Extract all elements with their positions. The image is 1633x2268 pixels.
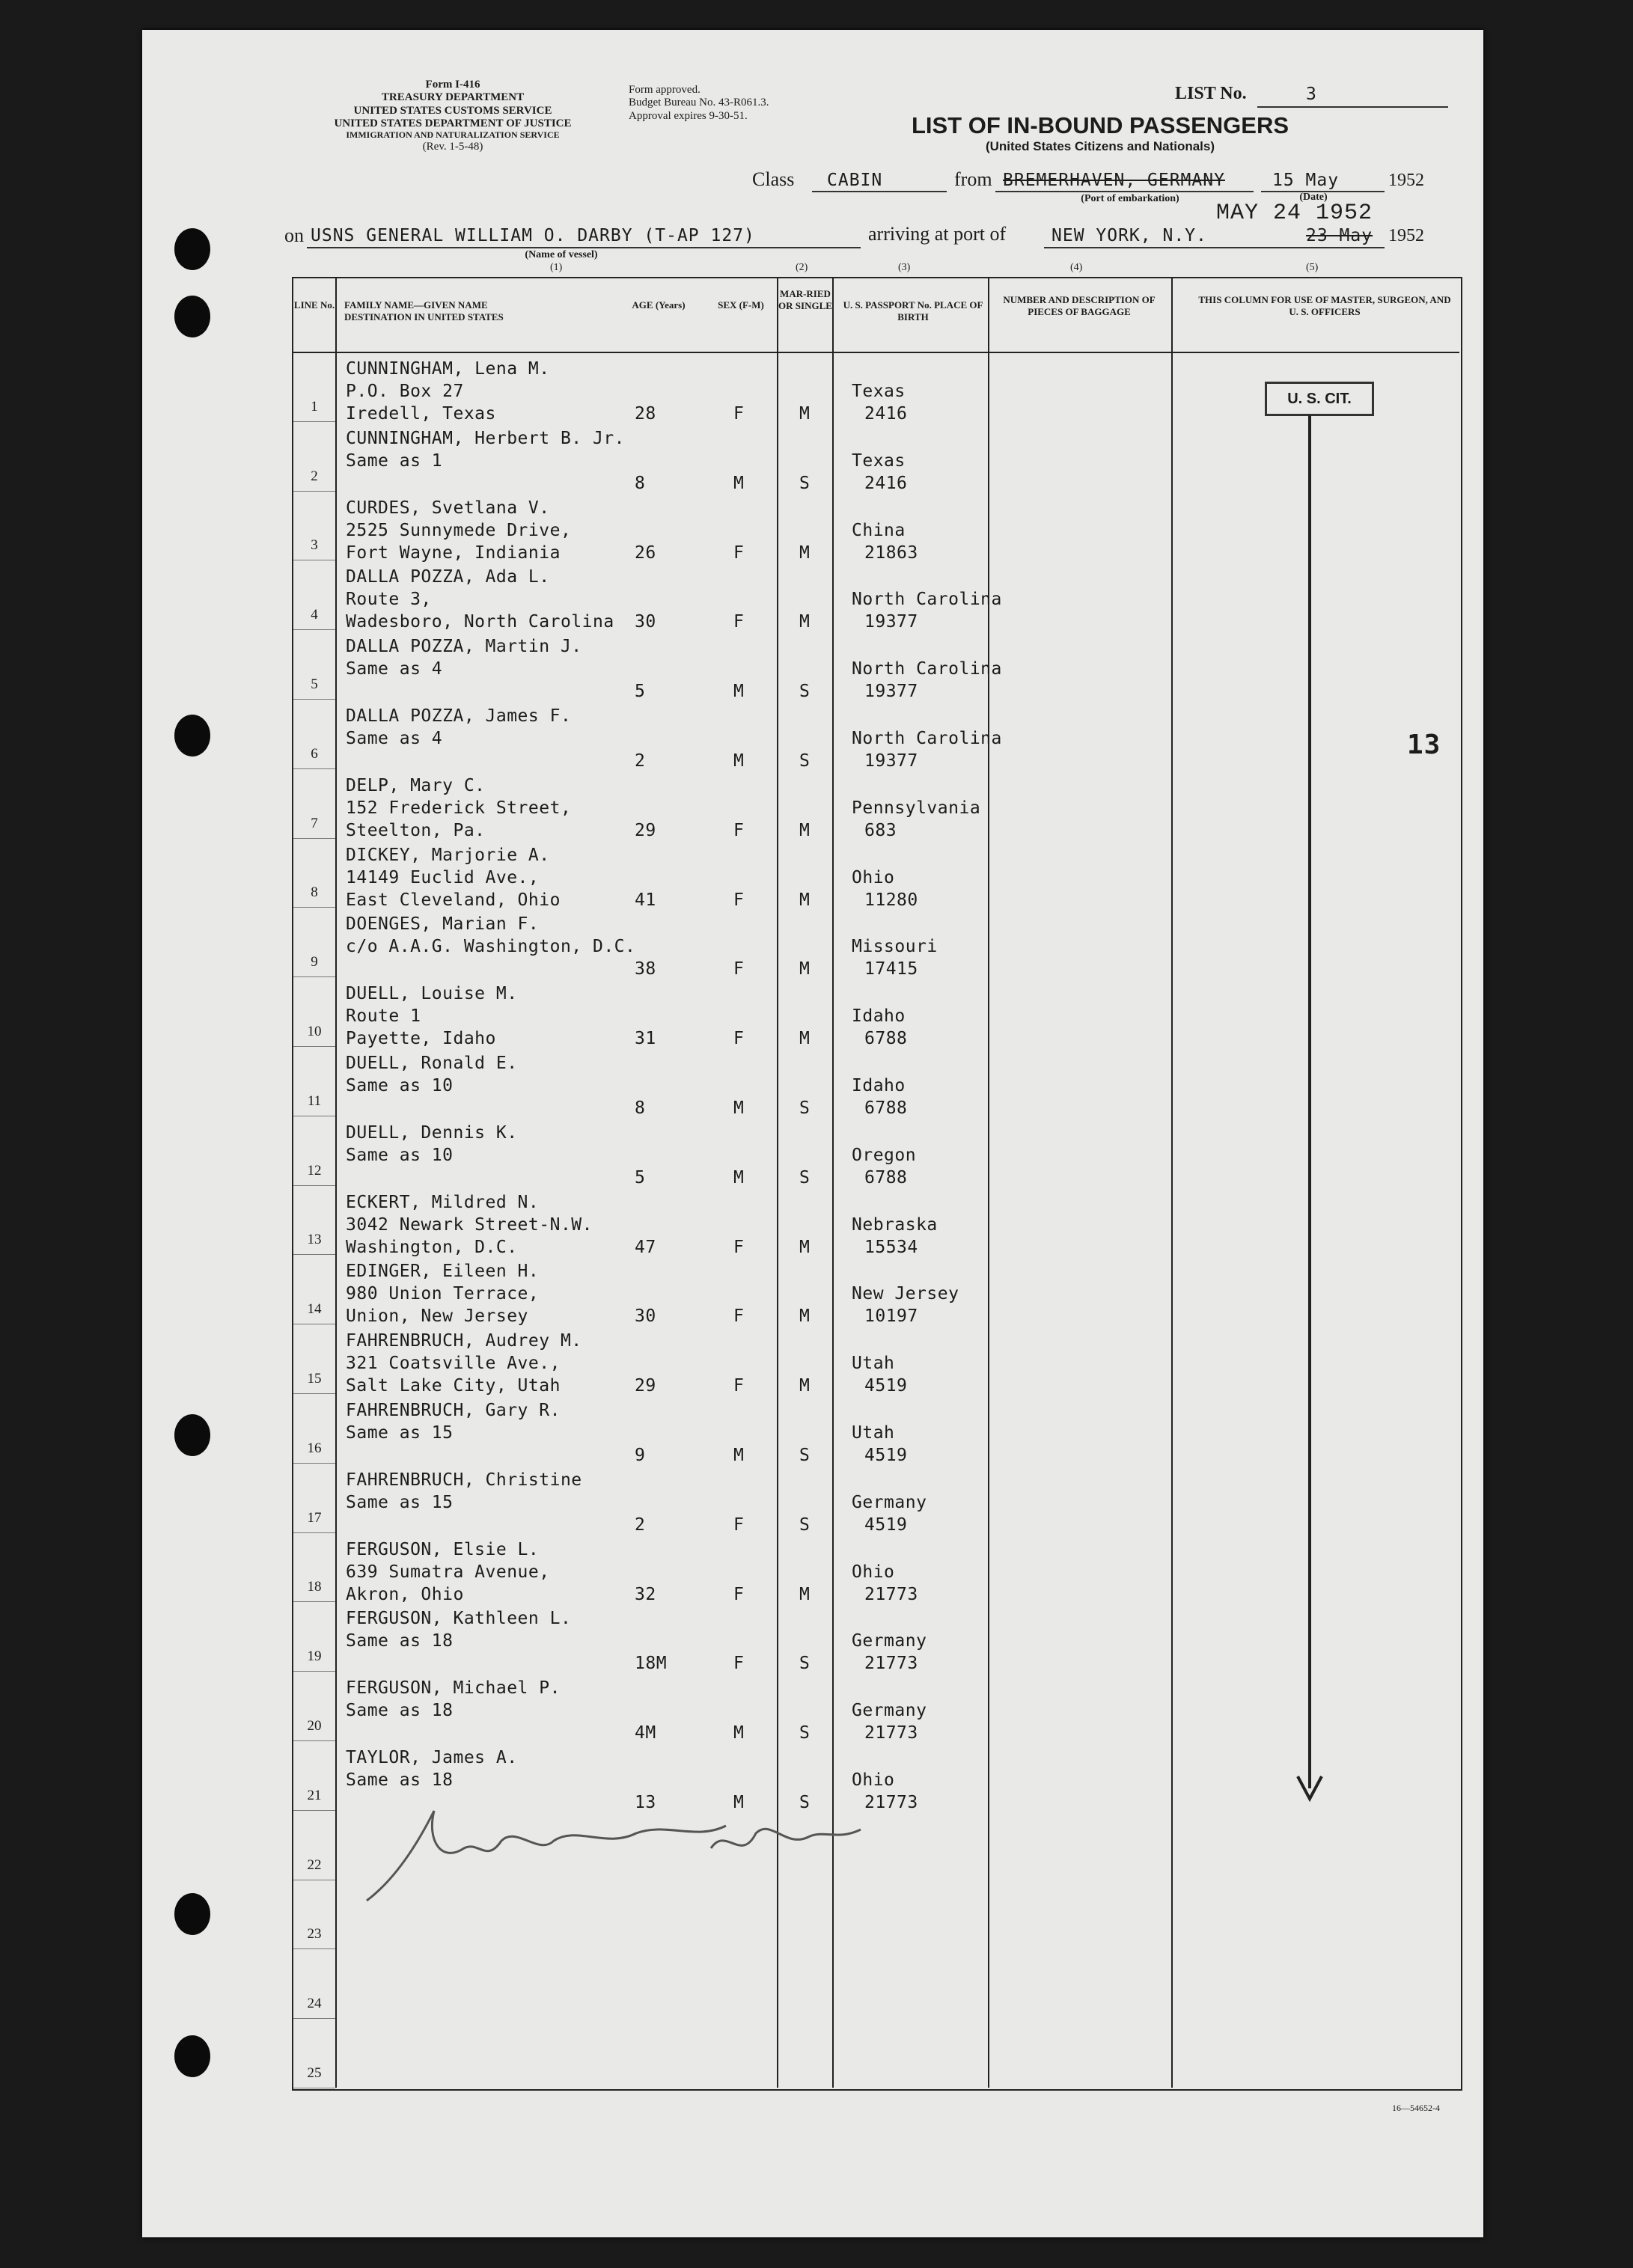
passenger-marital: S — [799, 1098, 811, 1118]
arrival-date-stamp: MAY 24 1952 — [1216, 201, 1373, 226]
passenger-address-1: Same as 18 — [346, 1631, 454, 1651]
passenger-age: 30 — [635, 612, 656, 632]
passport-no: 683 — [864, 820, 897, 840]
row-rule — [293, 768, 335, 769]
passenger-sex: F — [733, 612, 745, 632]
passenger-name: FAHRENBRUCH, Christine — [346, 1470, 582, 1490]
year1: 1952 — [1388, 171, 1424, 190]
passport-no: 19377 — [864, 751, 918, 771]
passenger-address-2: Fort Wayne, Indiania — [346, 542, 561, 563]
row-rule — [293, 907, 335, 908]
form-approval: Form approved. Budget Bureau No. 43-R061.3. Approval expires 9-30-51. — [629, 84, 769, 122]
passenger-name: CUNNINGHAM, Herbert B. Jr. — [346, 428, 626, 448]
passenger-address-1: Same as 4 — [346, 659, 443, 679]
birth-place: Ohio — [852, 1562, 895, 1582]
class-line — [812, 191, 947, 192]
passenger-address-2: Union, New Jersey — [346, 1306, 528, 1327]
embark-date: 15 May — [1272, 171, 1340, 190]
colhead-age: AGE (Years) — [632, 299, 686, 311]
passenger-marital: S — [799, 1793, 811, 1812]
passenger-sex: F — [733, 1584, 745, 1604]
line-number: 24 — [307, 1996, 322, 2012]
passenger-address-1: 639 Sumatra Avenue, — [346, 1562, 550, 1582]
passenger-name: DALLA POZZA, Ada L. — [346, 567, 550, 587]
passenger-address-1: 2525 Sunnymede Drive, — [346, 520, 572, 540]
passenger-name: CUNNINGHAM, Lena M. — [346, 359, 550, 379]
passenger-age: 29 — [635, 1376, 656, 1396]
passenger-marital: M — [799, 404, 811, 424]
passenger-name: FAHRENBRUCH, Gary R. — [346, 1401, 561, 1420]
passport-no: 2416 — [864, 473, 908, 493]
birth-place: Texas — [852, 450, 906, 471]
line-number: 10 — [307, 1024, 322, 1039]
passenger-marital: S — [799, 751, 811, 771]
line-number: 7 — [311, 815, 318, 831]
passenger-marital: S — [799, 682, 811, 702]
row-rule — [293, 1046, 335, 1047]
arrival-line — [1044, 247, 1385, 248]
passenger-address-2: Iredell, Texas — [346, 404, 496, 424]
from-label: from — [954, 168, 992, 190]
passenger-age: 8 — [635, 473, 646, 493]
from-value: BREMERHAVEN, GERMANY — [1003, 171, 1225, 190]
passenger-age: 32 — [635, 1584, 656, 1604]
passenger-marital: S — [799, 1514, 811, 1535]
passenger-address-2: Washington, D.C. — [346, 1237, 518, 1257]
passenger-marital: M — [799, 959, 811, 979]
passenger-address-1: 3042 Newark Street-N.W. — [346, 1214, 593, 1235]
line-number: 14 — [307, 1301, 322, 1318]
birth-place: North Carolina — [852, 729, 1002, 748]
passenger-sex: M — [733, 1723, 745, 1743]
list-no-value: 3 — [1306, 85, 1317, 104]
row-rule — [293, 1185, 335, 1186]
passenger-address-1: 14149 Euclid Ave., — [346, 867, 540, 887]
punch-hole — [174, 1893, 210, 1935]
passport-no: 21773 — [864, 1793, 918, 1812]
passport-no: 4519 — [864, 1514, 908, 1535]
birth-place: Utah — [852, 1354, 895, 1374]
passport-no: 21863 — [864, 542, 918, 563]
birth-place: North Carolina — [852, 590, 1002, 610]
class-label: Class — [752, 168, 795, 190]
passenger-address-2: East Cleveland, Ohio — [346, 890, 561, 910]
list-no-line — [1257, 106, 1448, 108]
page-subtitle: (United States Citizens and Nationals) — [985, 139, 1215, 153]
passenger-sex: F — [733, 1306, 745, 1327]
passenger-marital: M — [799, 1237, 811, 1257]
passenger-address-2: Steelton, Pa. — [346, 820, 486, 840]
passenger-age: 13 — [635, 1793, 656, 1812]
passenger-name: DELP, Mary C. — [346, 775, 486, 795]
year2: 1952 — [1388, 226, 1424, 245]
line-number: 21 — [307, 1787, 322, 1803]
birth-place: Oregon — [852, 1145, 917, 1165]
col-number: (4) — [1070, 262, 1083, 273]
passenger-address-1: 152 Frederick Street, — [346, 798, 572, 818]
passport-no: 6788 — [864, 1098, 908, 1118]
line-number: 22 — [307, 1856, 322, 1873]
passenger-sex: F — [733, 1376, 745, 1396]
passenger-sex: F — [733, 1514, 745, 1535]
passenger-marital: S — [799, 1167, 811, 1188]
colhead-name: FAMILY NAME—GIVEN NAME DESTINATION IN UNITED STATES — [344, 299, 504, 323]
passenger-address-1: 321 Coatsville Ave., — [346, 1354, 561, 1374]
passenger-age: 30 — [635, 1306, 656, 1327]
class-value: CABIN — [827, 171, 883, 190]
footer-code: 16—54652-4 — [1392, 2103, 1440, 2113]
passenger-sex: M — [733, 1446, 745, 1465]
birth-place: Germany — [852, 1631, 927, 1651]
line-number: 5 — [311, 676, 318, 692]
passenger-age: 9 — [635, 1446, 646, 1465]
passenger-age: 5 — [635, 682, 646, 702]
list-no-label: LIST No. — [1175, 84, 1247, 103]
col-number: (3) — [898, 262, 911, 273]
row-rule — [293, 421, 335, 422]
passenger-age: 18M — [635, 1654, 668, 1674]
birth-place: Germany — [852, 1701, 927, 1721]
passport-no: 15534 — [864, 1237, 918, 1257]
line-number: 23 — [307, 1926, 322, 1943]
form-header-left: Form I-416 TREASURY DEPARTMENT UNITED STATES CUSTOMS SERVICE UNITED STATES DEPARTMENT OF JUSTICE IMMIGRATION AND NATURALIZATION SERVICE (Rev. 1-5-48) — [334, 79, 572, 153]
line-number: 15 — [307, 1371, 322, 1387]
row-rule — [293, 629, 335, 630]
row-rule — [293, 1463, 335, 1464]
punch-hole — [174, 228, 210, 270]
arriving-label: arriving at port of — [868, 223, 1007, 245]
passenger-address-1: Same as 1 — [346, 450, 443, 471]
side-number: 13 — [1407, 730, 1441, 760]
passenger-name: FERGUSON, Kathleen L. — [346, 1609, 572, 1629]
line-number: 12 — [307, 1162, 322, 1179]
passenger-age: 8 — [635, 1098, 646, 1118]
passenger-name: DUELL, Ronald E. — [346, 1054, 518, 1073]
birth-place: Nebraska — [852, 1214, 938, 1235]
birth-place: Idaho — [852, 1076, 906, 1095]
row-rule — [293, 1740, 335, 1741]
line-number: 3 — [311, 537, 318, 554]
punch-hole — [174, 1414, 210, 1456]
passenger-age: 41 — [635, 890, 656, 910]
colhead-sex: SEX (F-M) — [718, 299, 764, 311]
passenger-address-1: Same as 18 — [346, 1701, 454, 1721]
passenger-age: 38 — [635, 959, 656, 979]
col-number: (1) — [550, 262, 563, 273]
passport-no: 17415 — [864, 959, 918, 979]
vessel-name: USNS GENERAL WILLIAM O. DARBY (T-AP 127) — [311, 226, 755, 245]
birth-place: Texas — [852, 382, 906, 401]
row-rule — [293, 976, 335, 977]
header-rule — [292, 352, 1459, 353]
row-rule — [293, 1810, 335, 1811]
passenger-name: DALLA POZZA, Martin J. — [346, 637, 582, 657]
birth-place: Ohio — [852, 1770, 895, 1790]
birth-place: Ohio — [852, 867, 895, 887]
line-number: 1 — [311, 398, 318, 415]
passenger-address-1: c/o A.A.G. Washington, D.C. — [346, 937, 636, 957]
us-citizen-stamp: U. S. CIT. — [1265, 382, 1374, 416]
passenger-name: EDINGER, Eileen H. — [346, 1262, 540, 1282]
passenger-sex: F — [733, 959, 745, 979]
punch-hole — [174, 715, 210, 756]
line-number: 13 — [307, 1232, 322, 1248]
passenger-marital: S — [799, 1654, 811, 1674]
passport-no: 19377 — [864, 682, 918, 702]
punch-hole — [174, 2035, 210, 2077]
from-line — [995, 191, 1254, 192]
passenger-sex: F — [733, 1237, 745, 1257]
line-number: 9 — [311, 954, 318, 971]
line-number: 2 — [311, 468, 318, 484]
passenger-sex: M — [733, 1098, 745, 1118]
page-title: LIST OF IN-BOUND PASSENGERS — [911, 112, 1289, 138]
vessel-line — [307, 247, 861, 248]
row-rule — [293, 699, 335, 700]
passenger-marital: M — [799, 1584, 811, 1604]
row-rule — [293, 1671, 335, 1672]
passenger-age: 5 — [635, 1167, 646, 1188]
colhead-line-no: LINE No. — [293, 299, 335, 311]
passport-no: 4519 — [864, 1446, 908, 1465]
passenger-name: DICKEY, Marjorie A. — [346, 845, 550, 865]
row-rule — [293, 1393, 335, 1394]
birth-place: Pennsylvania — [852, 798, 981, 818]
line-number: 25 — [307, 2065, 322, 2081]
passenger-sex: F — [733, 890, 745, 910]
passenger-name: FAHRENBRUCH, Audrey M. — [346, 1331, 582, 1351]
row-rule — [293, 1948, 335, 1949]
passenger-age: 47 — [635, 1237, 656, 1257]
passport-no: 6788 — [864, 1167, 908, 1188]
passenger-sex: M — [733, 682, 745, 702]
passenger-name: DUELL, Louise M. — [346, 984, 518, 1004]
passenger-address-2: Salt Lake City, Utah — [346, 1376, 561, 1396]
passenger-address-2: Wadesboro, North Carolina — [346, 612, 614, 632]
passenger-age: 2 — [635, 1514, 646, 1535]
passport-no: 21773 — [864, 1654, 918, 1674]
passenger-address-1: P.O. Box 27 — [346, 382, 464, 401]
passenger-age: 31 — [635, 1029, 656, 1049]
passenger-sex: F — [733, 542, 745, 563]
passenger-sex: M — [733, 473, 745, 493]
birth-place: Missouri — [852, 937, 938, 957]
line-number: 11 — [307, 1092, 322, 1109]
col-number: (5) — [1306, 262, 1319, 273]
handwritten-signature — [352, 1796, 876, 1916]
passenger-name: FERGUSON, Michael P. — [346, 1678, 561, 1699]
row-rule — [293, 1254, 335, 1255]
line-number: 16 — [307, 1440, 322, 1456]
passenger-age: 28 — [635, 404, 656, 424]
birth-place: North Carolina — [852, 659, 1002, 679]
passenger-sex: F — [733, 404, 745, 424]
line-number: 8 — [311, 884, 318, 901]
vessel-caption: (Name of vessel) — [525, 249, 598, 260]
row-rule — [293, 491, 335, 492]
passport-no: 11280 — [864, 890, 918, 910]
row-rule — [293, 838, 335, 839]
row-rule — [293, 1532, 335, 1533]
passenger-name: DOENGES, Marian F. — [346, 914, 540, 935]
colhead-married: MAR-RIED OR SINGLE — [778, 288, 832, 312]
passenger-address-1: 980 Union Terrace, — [346, 1284, 540, 1304]
row-rule — [293, 1601, 335, 1602]
passenger-marital: M — [799, 820, 811, 840]
birth-place: China — [852, 520, 906, 540]
line-number: 20 — [307, 1718, 322, 1734]
port-embark-caption: (Port of embarkation) — [1081, 193, 1179, 204]
passenger-address-2: Akron, Ohio — [346, 1584, 464, 1604]
passenger-marital: S — [799, 1723, 811, 1743]
passenger-age: 2 — [635, 751, 646, 771]
passenger-age: 29 — [635, 820, 656, 840]
line-number: 6 — [311, 745, 318, 762]
passenger-sex: F — [733, 1654, 745, 1674]
arrival-port: NEW YORK, N.Y. — [1051, 226, 1207, 245]
passenger-address-1: Same as 4 — [346, 729, 443, 748]
passenger-name: DUELL, Dennis K. — [346, 1122, 518, 1143]
passenger-marital: M — [799, 612, 811, 632]
passport-no: 2416 — [864, 404, 908, 424]
passenger-address-1: Same as 15 — [346, 1492, 454, 1512]
passenger-address-1: Same as 18 — [346, 1770, 454, 1790]
col-divider — [335, 278, 337, 2088]
passenger-sex: F — [733, 820, 745, 840]
colhead-officers: THIS COLUMN FOR USE OF MASTER, SURGEON, AND U. S. OFFICERS — [1198, 294, 1451, 318]
col-divider — [988, 278, 989, 2088]
passport-no: 21773 — [864, 1584, 918, 1604]
birth-place: Idaho — [852, 1006, 906, 1027]
passenger-name: ECKERT, Mildred N. — [346, 1192, 540, 1212]
arrow-head-icon — [1295, 1773, 1325, 1803]
passenger-address-1: Same as 10 — [346, 1145, 454, 1165]
passenger-name: TAYLOR, James A. — [346, 1748, 518, 1767]
line-number: 18 — [307, 1579, 322, 1595]
line-number: 4 — [311, 607, 318, 623]
passenger-sex: F — [733, 1029, 745, 1049]
birth-place: New Jersey — [852, 1284, 959, 1304]
col-divider — [1171, 278, 1173, 2088]
passport-no: 19377 — [864, 612, 918, 632]
passenger-marital: M — [799, 1376, 811, 1396]
passenger-marital: S — [799, 473, 811, 493]
passenger-age: 4M — [635, 1723, 656, 1743]
passenger-marital: M — [799, 1306, 811, 1327]
line-number: 17 — [307, 1509, 322, 1526]
on-label: on — [284, 224, 304, 246]
passenger-age: 26 — [635, 542, 656, 563]
col-number: (2) — [796, 262, 808, 273]
passport-no: 6788 — [864, 1029, 908, 1049]
row-rule — [293, 2018, 335, 2019]
passenger-marital: M — [799, 890, 811, 910]
passenger-address-1: Route 3, — [346, 590, 432, 610]
passport-no: 21773 — [864, 1723, 918, 1743]
passport-no: 4519 — [864, 1376, 908, 1396]
passport-no: 10197 — [864, 1306, 918, 1327]
passenger-address-1: Same as 10 — [346, 1076, 454, 1095]
birth-place: Utah — [852, 1423, 895, 1443]
passenger-marital: M — [799, 542, 811, 563]
passenger-name: DALLA POZZA, James F. — [346, 706, 572, 726]
birth-place: Germany — [852, 1492, 927, 1512]
line-number: 19 — [307, 1648, 322, 1665]
arrival-date-struck: 23 May — [1306, 226, 1373, 245]
ditto-arrow-line — [1308, 415, 1311, 1788]
colhead-baggage: NUMBER AND DESCRIPTION OF PIECES OF BAGGAGE — [1003, 294, 1156, 318]
colhead-passport: U. S. PASSPORT No. PLACE OF BIRTH — [843, 299, 983, 323]
passenger-name: CURDES, Svetlana V. — [346, 498, 550, 518]
passenger-address-1: Same as 15 — [346, 1423, 454, 1443]
passenger-name: FERGUSON, Elsie L. — [346, 1539, 540, 1559]
passenger-sex: M — [733, 1793, 745, 1812]
passenger-address-2: Payette, Idaho — [346, 1029, 496, 1049]
passenger-marital: S — [799, 1446, 811, 1465]
passenger-address-1: Route 1 — [346, 1006, 421, 1027]
passenger-marital: M — [799, 1029, 811, 1049]
passenger-sex: M — [733, 1167, 745, 1188]
punch-hole — [174, 296, 210, 337]
passenger-sex: M — [733, 751, 745, 771]
date-caption: (Date) — [1299, 192, 1328, 203]
